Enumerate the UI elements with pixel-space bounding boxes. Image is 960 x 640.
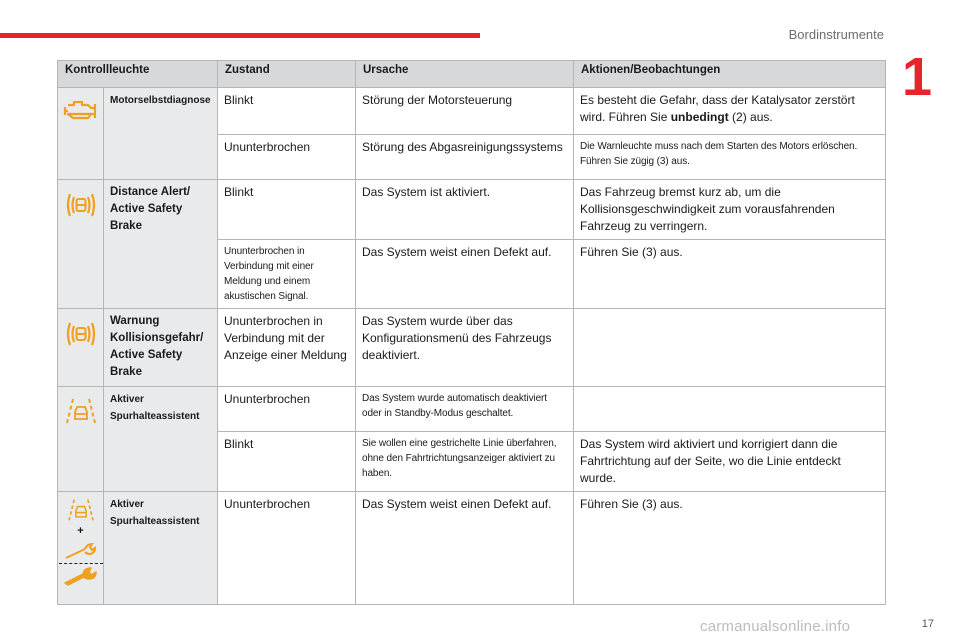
ursache-cell: Das System wurde über das Konfigurationsmenü des Fahrzeugs deaktiviert. — [356, 309, 574, 387]
zustand-cell: Ununterbrochen in Verbindung mit der Anzeige einer Meldung — [218, 309, 356, 387]
table-header-row — [58, 61, 886, 88]
icon-cell — [58, 492, 104, 605]
aktion-cell: Das System wird aktiviert und korrigiert dann die Fahrtrichtung auf der Seite, wo die Linie entdeckt wurde. — [574, 432, 886, 492]
zustand-cell: Ununterbrochen in Verbindung mit einer Meldung und einem akustischen Signal. — [218, 240, 356, 309]
table-row — [58, 88, 886, 135]
table-row — [58, 387, 886, 432]
table-row — [58, 309, 886, 387]
aktion-cell — [574, 387, 886, 432]
chapter-number: 1 — [902, 47, 933, 107]
ursache-cell: Das System weist einen Defekt auf. — [356, 240, 574, 309]
lane-keeping-icon — [66, 498, 96, 522]
light-name: Motorselbstdiagnose — [104, 88, 218, 180]
service-wrench-icon — [63, 541, 99, 561]
plus-sign: + — [77, 525, 84, 537]
aktion-cell: Führen Sie (3) aus. — [574, 240, 886, 309]
zustand-cell: Ununterbrochen — [218, 387, 356, 432]
col-header-ursache: Ursache — [356, 61, 574, 88]
zustand-cell: Ununterbrochen — [218, 492, 356, 605]
aktion-cell: Das Fahrzeug bremst kurz ab, um die Kollisionsgeschwindigkeit zum vorausfahrenden Fahrzeug zu verringern. — [574, 180, 886, 240]
ursache-cell: Das System ist aktiviert. — [356, 180, 574, 240]
col-header-kontrollleuchte: Kontrollleuchte — [58, 61, 218, 88]
zustand-cell: Blinkt — [218, 88, 356, 135]
icon-cell — [58, 88, 104, 180]
engine-warning-icon — [62, 98, 100, 124]
zustand-cell: Blinkt — [218, 432, 356, 492]
col-header-zustand: Zustand — [218, 61, 356, 88]
icon-cell — [58, 309, 104, 387]
watermark-text: carmanualsonline.info — [700, 618, 851, 635]
aktion-cell: Führen Sie (3) aus. — [574, 492, 886, 605]
icon-cell — [58, 180, 104, 309]
divider-dashed — [59, 563, 103, 564]
ursache-cell: Störung des Abgasreinigungssystems — [356, 135, 574, 180]
table-row — [58, 492, 886, 605]
light-name: Aktiver Spurhalteassistent — [104, 387, 218, 492]
table-row — [58, 180, 886, 240]
col-header-aktionen: Aktionen/Beobachtungen — [574, 61, 886, 88]
ursache-cell: Das System wurde automatisch deaktiviert oder in Standby-Modus geschaltet. — [356, 387, 574, 432]
ursache-cell: Störung der Motorsteuerung — [356, 88, 574, 135]
light-name: Aktiver Spurhalteassistent — [104, 492, 218, 605]
warning-lights-table — [57, 60, 886, 605]
service-wrench-filled-icon — [63, 566, 99, 586]
collision-alert-icon — [64, 190, 98, 220]
header-accent-bar — [0, 33, 480, 38]
light-name: Warnung Kollisionsgefahr/ Active Safety Brake — [104, 309, 218, 387]
section-title: Bordinstrumente — [788, 27, 884, 42]
zustand-cell: Blinkt — [218, 180, 356, 240]
aktion-cell — [574, 309, 886, 387]
ursache-cell: Sie wollen eine gestrichelte Linie überfahren, ohne den Fahrtrichtungsanzeiger aktiviert zu haben. — [356, 432, 574, 492]
aktion-cell: Die Warnleuchte muss nach dem Starten des Motors erlöschen. Führen Sie zügig (3) aus. — [574, 135, 886, 180]
light-name: Distance Alert/ Active Safety Brake — [104, 180, 218, 309]
ursache-cell: Das System weist einen Defekt auf. — [356, 492, 574, 605]
lane-keeping-icon — [65, 397, 97, 425]
icon-cell — [58, 387, 104, 492]
zustand-cell: Ununterbrochen — [218, 135, 356, 180]
page-number: 17 — [921, 618, 934, 630]
collision-warning-icon — [64, 319, 98, 349]
aktion-cell: Es besteht die Gefahr, dass der Katalysator zerstört wird. Führen Sie unbedingt (2) aus. — [574, 88, 886, 135]
